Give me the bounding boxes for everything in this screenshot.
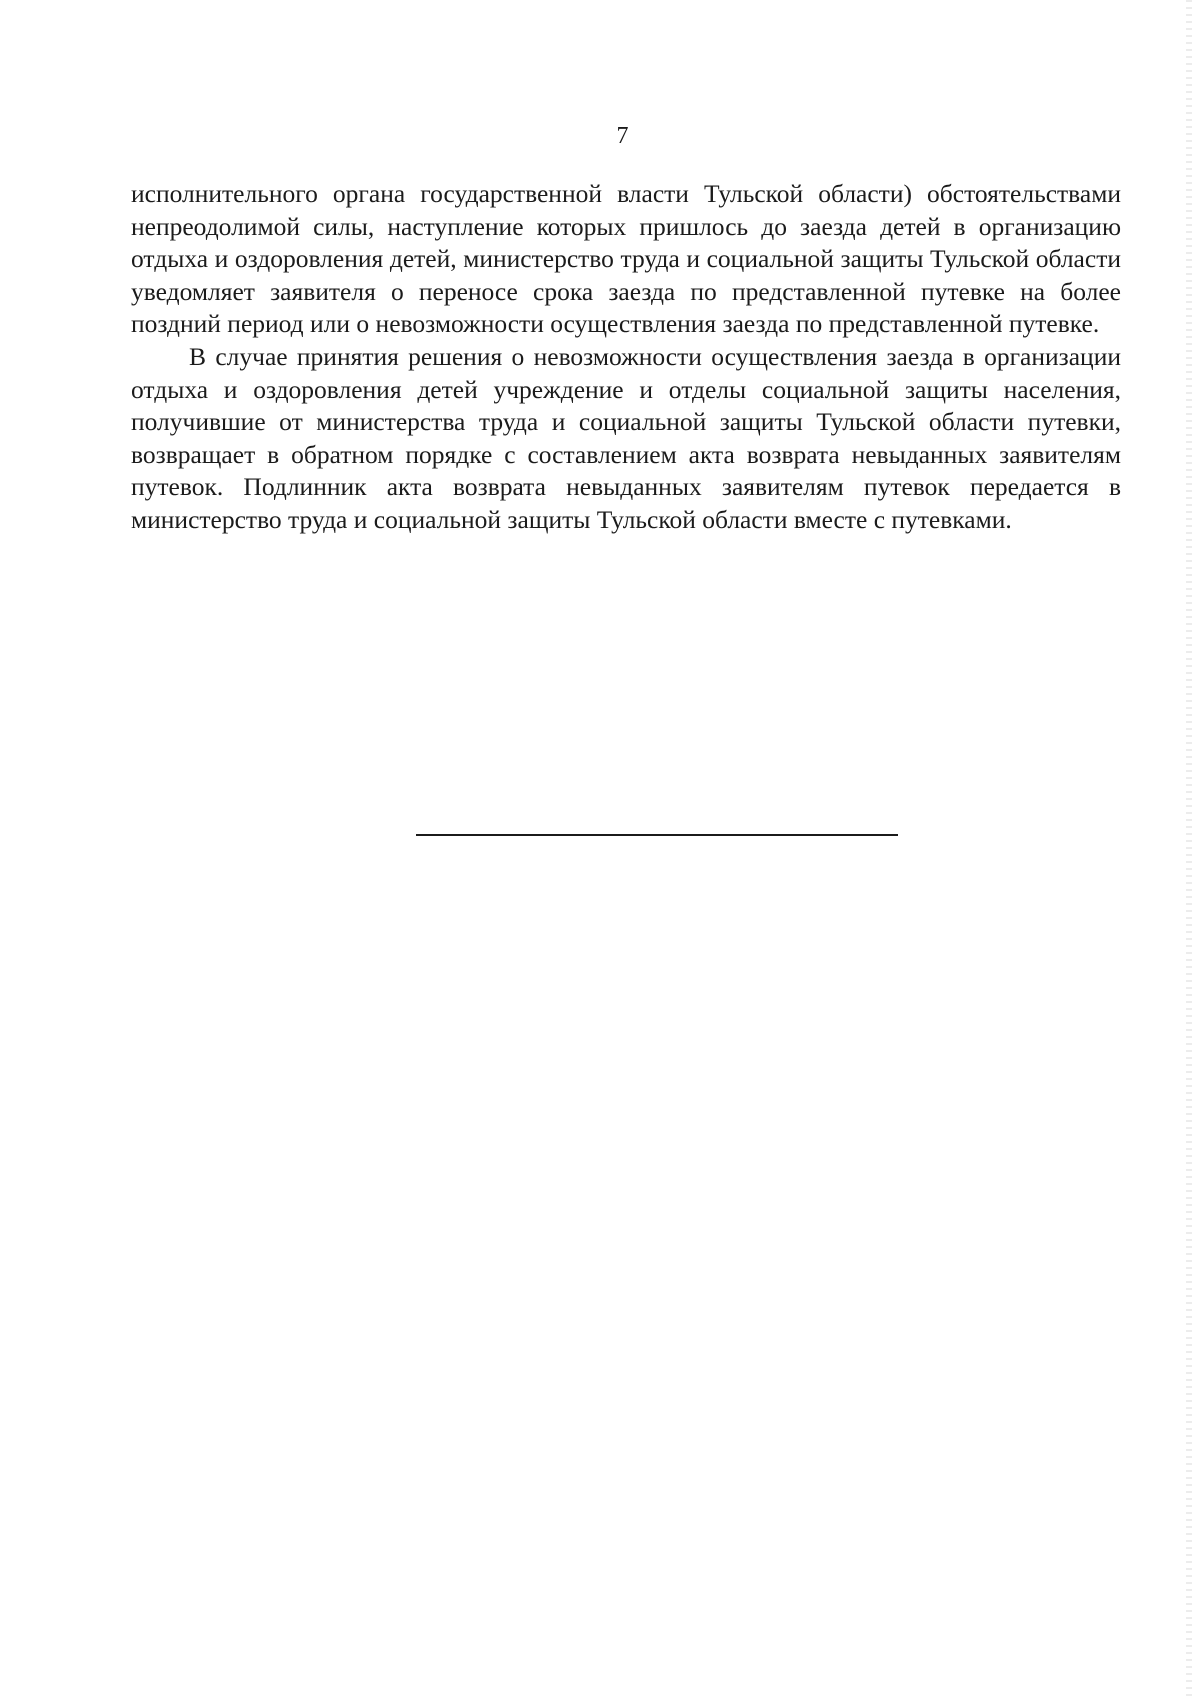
- paragraph-continuation: исполнительного органа государственной власти Тульской области) обстоятельствами непреодолимой силы, наступление которых пришлось до заезда детей в организацию отдыха и оздоровления детей, министерство труда и социальной защиты Тульской области уведомляет заявителя о переносе срока заезда по представленной путевке на более поздний период или о невозможности осуществления заезда по представленной путевке.: [131, 179, 1121, 339]
- scan-edge-artifact: [1186, 0, 1192, 1696]
- page-number: 7: [616, 123, 629, 149]
- closing-divider: [416, 834, 898, 836]
- paragraph-return-procedure: В случае принятия решения о невозможности осуществления заезда в организации отдыха и оздоровления детей учреждение и отделы социальной защиты населения, получившие от министерства труда и социальной защиты Тульской области путевки, возвращает в обратном порядке с составлением акта возврата невыданных заявителям путевок. Подлинник акта возврата невыданных заявителям путевок передается в министерство труда и социальной защиты Тульской области вместе с путевками.: [131, 341, 1121, 534]
- document-body: [131, 178, 1121, 537]
